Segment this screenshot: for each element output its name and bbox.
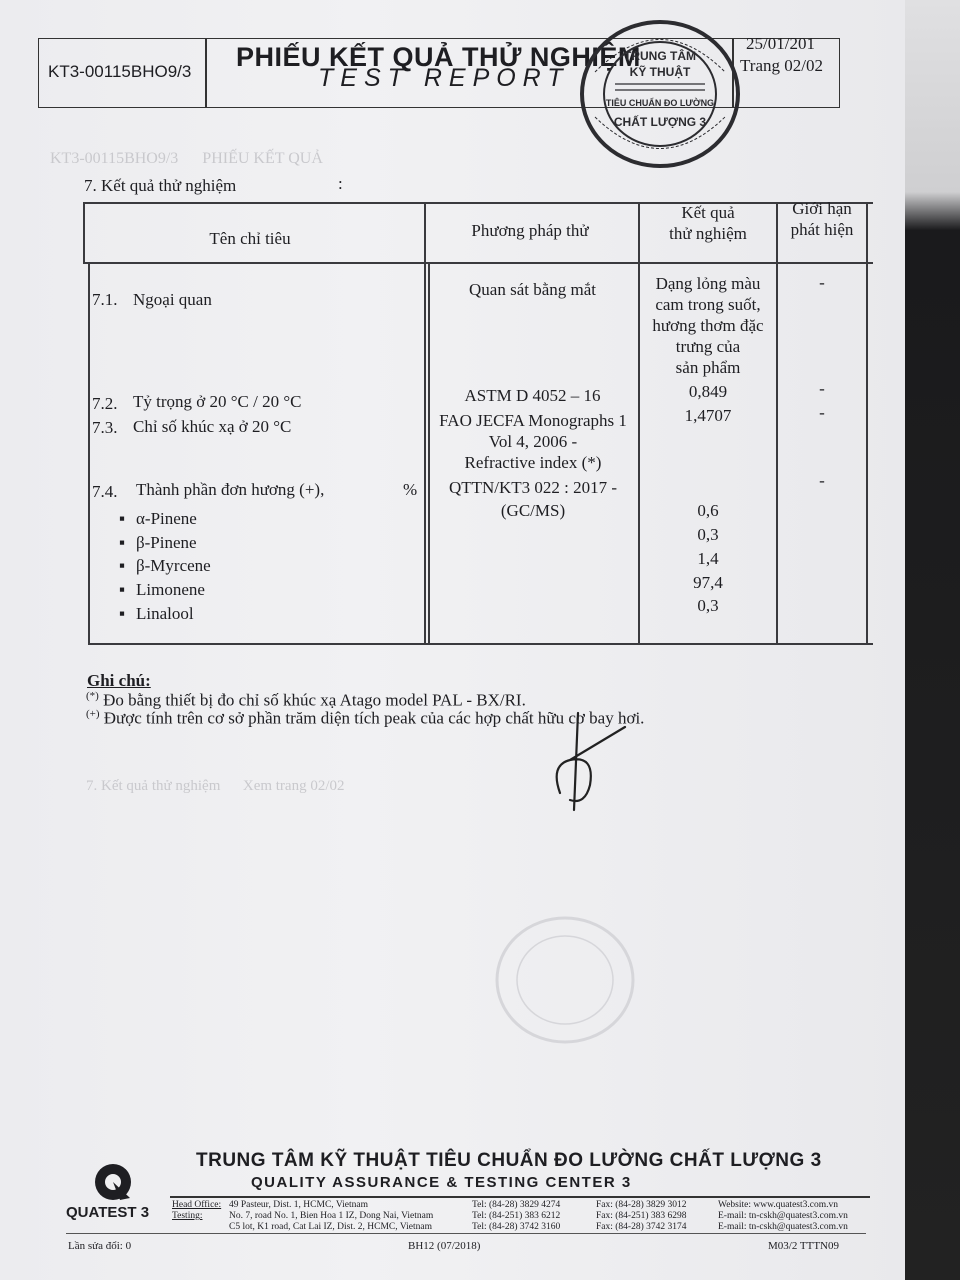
- row-limit: -: [819, 273, 825, 292]
- row-method: Quan sát bằng mắt: [469, 280, 596, 299]
- email-line: E-mail: tn-cskh@quatest3.com.vn: [718, 1222, 848, 1232]
- component-name: β-Myrcene: [136, 556, 211, 575]
- component-value: 0,3: [697, 596, 719, 615]
- notes-heading: Ghi chú:: [87, 671, 151, 690]
- row-unit: %: [403, 480, 418, 499]
- row-number: 7.3.: [92, 418, 118, 437]
- svg-text:TRUNG TÂM: TRUNG TÂM: [624, 49, 696, 63]
- row-method: FAO JECFA Monographs 1 Vol 4, 2006 - Refractive index (*): [439, 411, 627, 472]
- email-line: E-mail: tn-cskh@quatest3.com.vn: [718, 1211, 848, 1221]
- fax-line: Fax: (84-251) 383 6298: [596, 1211, 687, 1221]
- header-result: Kết quả thử nghiệm: [669, 203, 747, 243]
- component-value: 0,6: [697, 501, 719, 520]
- report-subtitle: TEST REPORT: [318, 64, 570, 92]
- row-number: 7.4.: [92, 482, 118, 501]
- row-name: Thành phần đơn hương (+),: [136, 480, 325, 499]
- address-line: 49 Pasteur, Dist. 1, HCMC, Vietnam: [229, 1200, 368, 1210]
- component-value: 97,4: [693, 573, 723, 592]
- row-name: Ngoại quan: [133, 290, 212, 309]
- header-test-method: Phương pháp thử: [471, 221, 589, 240]
- tel-line: Tel: (84-251) 383 6212: [472, 1211, 561, 1221]
- section-title: 7. Kết quả thử nghiệm: [84, 176, 237, 195]
- component-value: 0,3: [697, 525, 719, 544]
- row-number: 7.2.: [92, 394, 118, 413]
- bleed-through-text: 7. Kết quả thử nghiệm Xem trang 02/02: [86, 778, 345, 794]
- row-result: 1,4707: [684, 406, 732, 425]
- row-name: Tỷ trọng ở 20 °C / 20 °C: [133, 392, 302, 411]
- row-method: ASTM D 4052 – 16: [464, 386, 601, 405]
- head-office-label: Head Office:: [172, 1200, 222, 1210]
- row-number: 7.1.: [92, 290, 118, 309]
- svg-text:CHẤT LƯỢNG 3: CHẤT LƯỢNG 3: [613, 115, 707, 129]
- document-code: KT3-00115BHO9/3: [48, 62, 192, 81]
- row-limit: -: [819, 471, 825, 490]
- revision-number: Lần sửa đổi: 0: [68, 1240, 132, 1252]
- component-name: α-Pinene: [136, 509, 197, 528]
- testing-label: Testing:: [172, 1211, 203, 1221]
- page-number: Trang 02/02: [740, 56, 823, 75]
- report-title: PHIẾU KẾT QUẢ THỬ NGHIỆM: [236, 42, 641, 72]
- website-line: Website: www.quatest3.com.vn: [718, 1200, 838, 1210]
- svg-text:KỸ THUẬT: KỸ THUẬT: [629, 65, 691, 79]
- component-bullet: ▪: [119, 580, 126, 599]
- component-bullet: ▪: [119, 604, 126, 623]
- official-stamp-icon: [575, 12, 745, 172]
- organization-name-en: QUALITY ASSURANCE & TESTING CENTER 3: [251, 1174, 632, 1191]
- tel-line: Tel: (84-28) 3742 3160: [472, 1222, 561, 1232]
- row-result: 0,849: [688, 382, 728, 401]
- row-method: QTTN/KT3 022 : 2017 - (GC/MS): [448, 478, 618, 520]
- note-item: (+) Được tính trên cơ sở phần trăm diện tích peak của các hợp chất hữu cơ bay hơi.: [86, 708, 645, 728]
- address-line: No. 7, road No. 1, Bien Hoa 1 IZ, Dong Nai, Vietnam: [229, 1211, 434, 1221]
- bleed-through-text: KT3-00115BHO9/3 PHIẾU KẾT QUẢ: [50, 150, 323, 167]
- row-name: Chỉ số khúc xạ ở 20 °C: [133, 417, 292, 436]
- note-item: (*) Đo bằng thiết bị đo chỉ số khúc xạ Atago model PAL - BX/RI.: [86, 690, 526, 710]
- logo-text: QUATEST 3: [66, 1204, 150, 1221]
- row-result: Dạng lỏng màu cam trong suốt, hương thơm đặc trưng của sản phẩm: [652, 274, 764, 377]
- component-bullet: ▪: [119, 533, 126, 552]
- bleed-through-stamp-icon: [490, 910, 640, 1050]
- fax-line: Fax: (84-28) 3742 3174: [596, 1222, 687, 1232]
- signature-icon: [540, 705, 640, 820]
- component-bullet: ▪: [119, 556, 126, 575]
- tel-line: Tel: (84-28) 3829 4274: [472, 1200, 561, 1210]
- component-bullet: ▪: [119, 509, 126, 528]
- document-reference: M03/2 TTTN09: [768, 1240, 839, 1252]
- background-edge: [905, 0, 960, 1280]
- row-limit: -: [819, 403, 825, 422]
- svg-text:TIÊU CHUẨN ĐO LƯỜNG: TIÊU CHUẨN ĐO LƯỜNG: [605, 98, 715, 108]
- form-code: BH12 (07/2018): [408, 1240, 481, 1252]
- report-date: 25/01/201: [746, 34, 815, 53]
- row-limit: -: [819, 379, 825, 398]
- component-value: 1,4: [697, 549, 719, 568]
- component-name: β-Pinene: [136, 533, 197, 552]
- address-line: C5 lot, K1 road, Cat Lai IZ, Dist. 2, HCMC, Vietnam: [229, 1222, 432, 1232]
- section-colon: :: [338, 174, 343, 193]
- header-test-name: Tên chỉ tiêu: [209, 229, 291, 248]
- component-name: Limonene: [136, 580, 205, 599]
- component-name: Linalool: [136, 604, 194, 623]
- fax-line: Fax: (84-28) 3829 3012: [596, 1200, 687, 1210]
- organization-name-vn: TRUNG TÂM KỸ THUẬT TIÊU CHUẨN ĐO LƯỜNG CHẤT LƯỢNG 3: [196, 1150, 822, 1171]
- header-detection-limit: Giới hạn phát hiện: [790, 199, 854, 239]
